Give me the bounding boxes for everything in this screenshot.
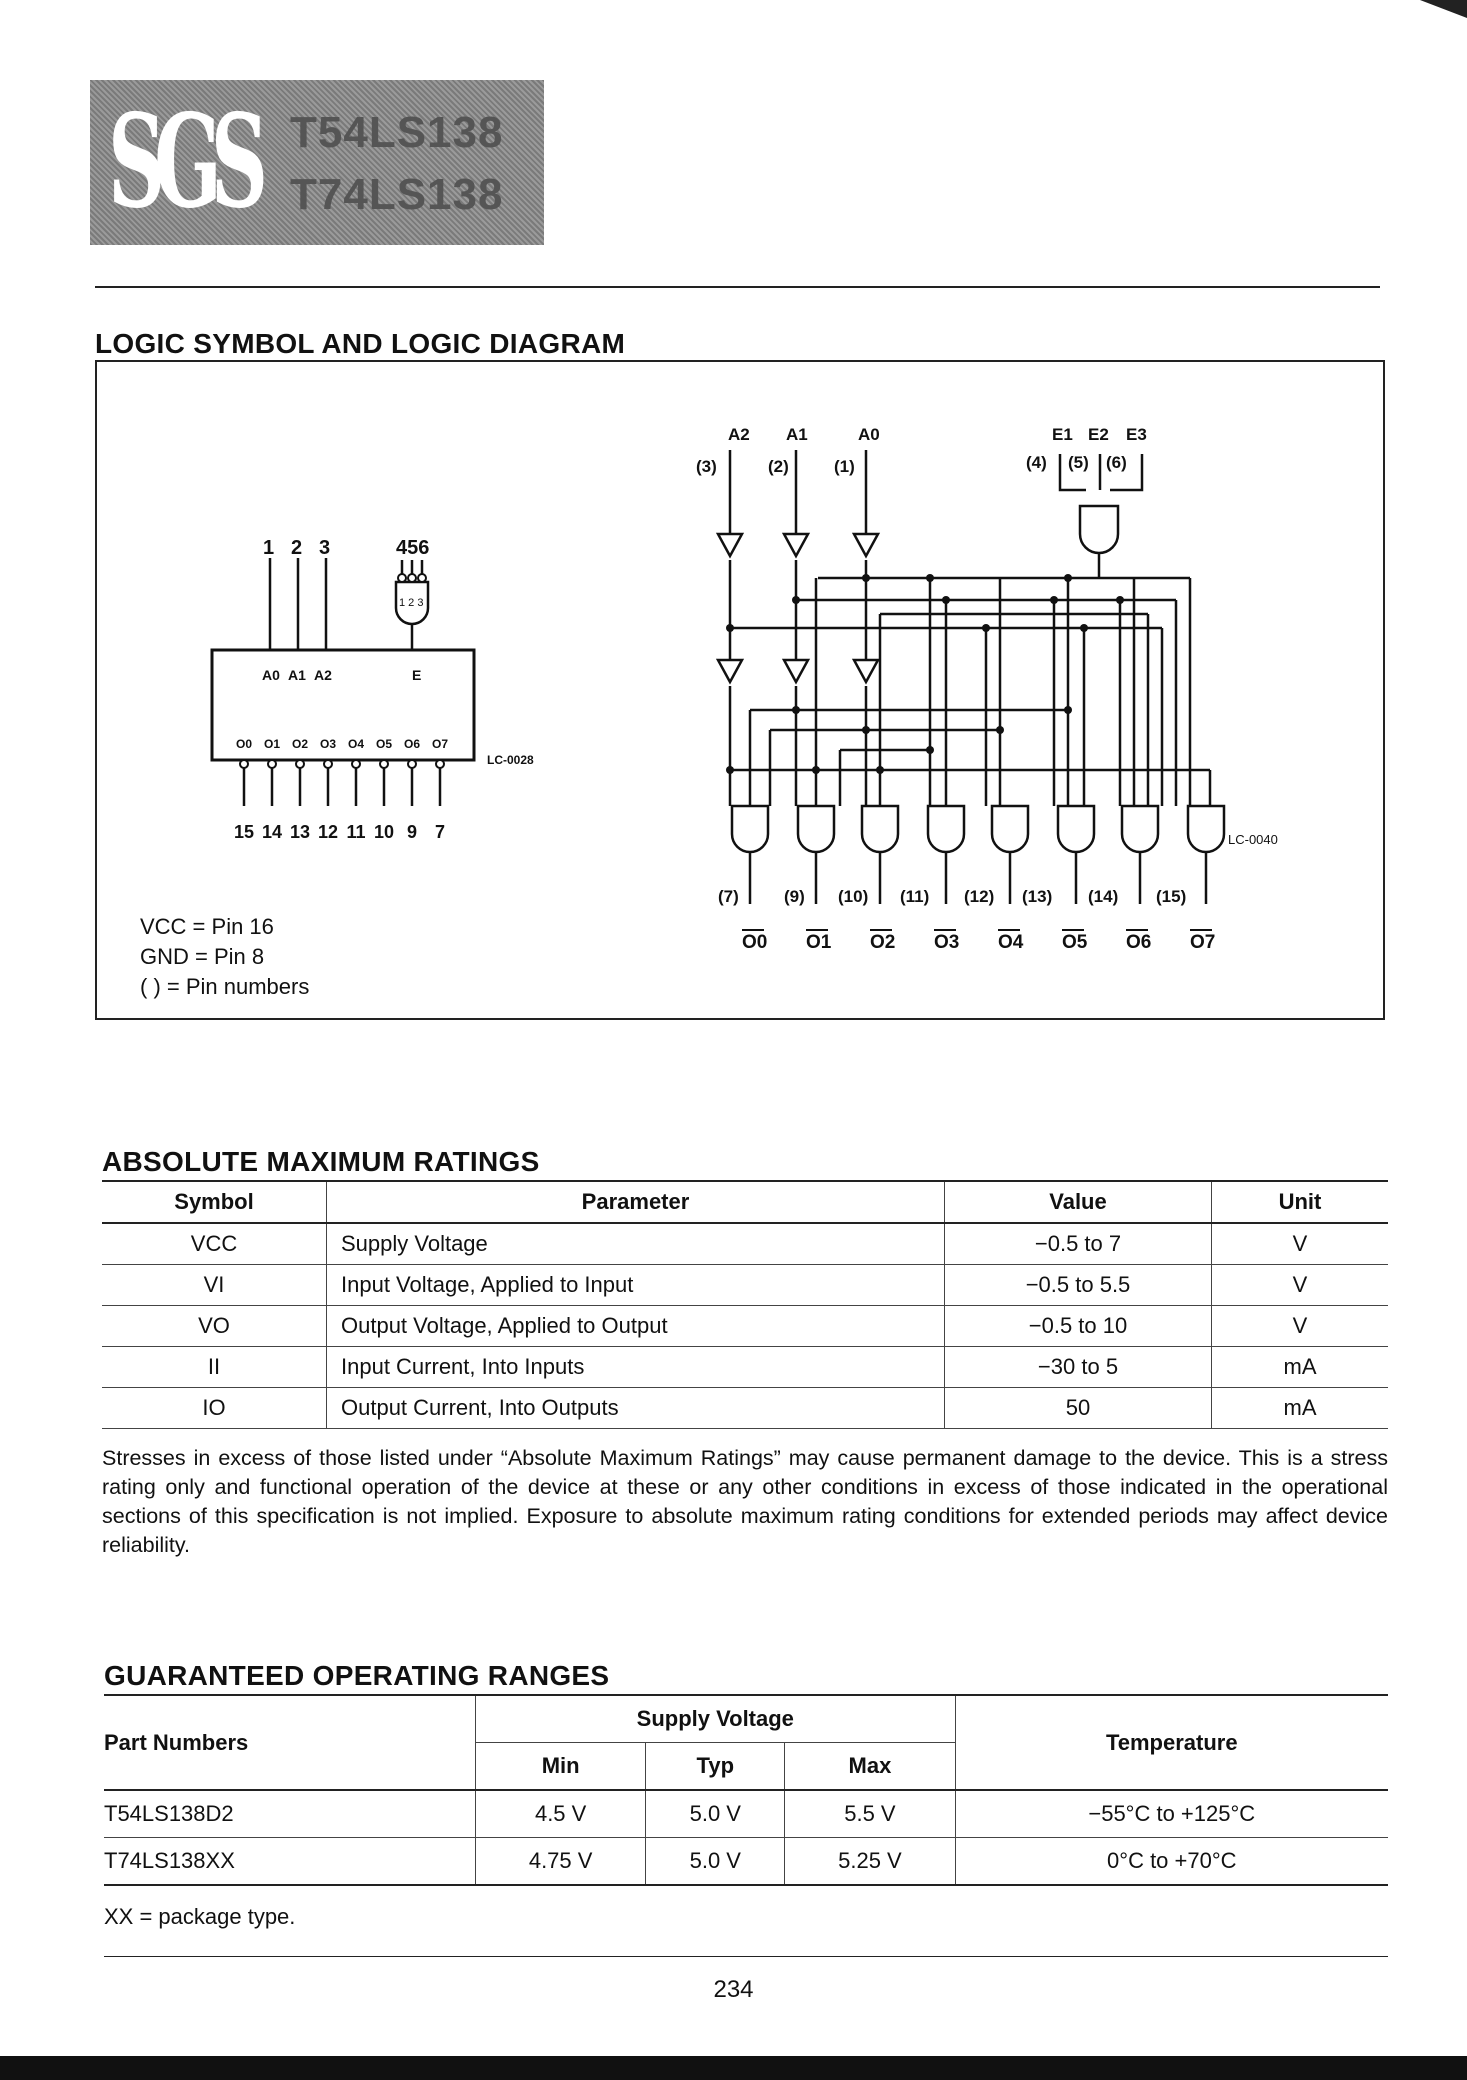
diag-a2-label: A2: [728, 425, 750, 444]
sym-opin-12: 12: [317, 822, 339, 842]
note-pins: ( ) = Pin numbers: [140, 974, 310, 999]
sym-out-o7: O7: [432, 737, 449, 751]
sym-opin-11: 11: [346, 822, 366, 842]
table-row: [104, 1790, 1388, 1838]
diag-out-pin-13: (13): [1022, 887, 1053, 906]
sym-opin-10: 10: [373, 822, 395, 842]
cell-temp: 0°C to +70°C: [1107, 1848, 1237, 1873]
title-line-1: T54LS138: [290, 108, 504, 157]
cell-symbol: VI: [102, 1265, 327, 1306]
cell-min: 4.5 V: [476, 1790, 646, 1838]
sym-enable-pins: 456: [396, 537, 430, 559]
cell-part: T54LS138D2: [104, 1801, 234, 1826]
diag-out-o4: O4: [998, 932, 1024, 953]
notes-block: [140, 912, 309, 1002]
col-max: Max: [785, 1743, 955, 1791]
diag-a1-pin: (2): [768, 457, 789, 476]
sym-pin-3: 3: [319, 537, 331, 559]
sym-in-a0: A0: [262, 667, 280, 683]
cell-symbol: VCC: [102, 1223, 327, 1265]
cell-value: −0.5 to 10: [945, 1306, 1212, 1347]
col-value: Value: [945, 1181, 1212, 1223]
cell-max: 5.5 V: [785, 1790, 955, 1838]
diag-out-pin-10: (10): [838, 887, 869, 906]
diag-e3-label: E3: [1126, 425, 1147, 444]
diag-e2-label: E2: [1088, 425, 1109, 444]
sym-opin-7: 7: [434, 822, 446, 842]
col-part-numbers: Part Numbers: [104, 1729, 249, 1755]
sym-out-o3: O3: [320, 737, 337, 751]
cell-value: 50: [945, 1388, 1212, 1429]
table-row: [102, 1347, 1388, 1388]
col-typ: Typ: [646, 1743, 785, 1791]
logic-symbol: [200, 520, 580, 850]
col-parameter: Parameter: [327, 1181, 945, 1223]
col-supply-voltage: Supply Voltage: [476, 1696, 956, 1743]
sym-pin-1: 1: [263, 537, 275, 559]
ratings-table: [102, 1180, 1388, 1429]
diag-e3-pin: (6): [1106, 453, 1127, 472]
diag-out-o1: O1: [806, 932, 832, 953]
sgs-logo: SGS: [108, 87, 257, 237]
diag-out-o5: O5: [1062, 932, 1088, 953]
diag-out-o7: O7: [1190, 932, 1216, 953]
bottom-edge-bar: [0, 2056, 1467, 2080]
sym-in-a2: A2: [314, 667, 332, 683]
col-min: Min: [476, 1743, 646, 1791]
cell-value: −30 to 5: [945, 1347, 1212, 1388]
col-symbol: Symbol: [102, 1181, 327, 1223]
ranges-table: [104, 1696, 1388, 1886]
note-gnd: GND = Pin 8: [140, 944, 265, 969]
logic-diagram: [690, 410, 1310, 970]
table-row: [104, 1838, 1388, 1886]
cell-parameter: Output Voltage, Applied to Output: [327, 1306, 945, 1347]
ranges-header-row-1: [104, 1696, 1388, 1743]
page-number: 234: [713, 1976, 754, 2003]
cell-parameter: Input Current, Into Inputs: [327, 1347, 945, 1388]
diag-out-o0: O0: [742, 932, 768, 953]
ranges-heading: GUARANTEED OPERATING RANGES: [104, 1660, 610, 1691]
diag-a0-pin: (1): [834, 457, 855, 476]
cell-min: 4.75 V: [476, 1838, 646, 1886]
cell-typ: 5.0 V: [646, 1838, 785, 1886]
diag-e2-pin: (5): [1068, 453, 1089, 472]
sym-code: LC-0028: [487, 753, 534, 767]
diag-out-pin-12: (12): [964, 887, 995, 906]
cell-parameter: Input Voltage, Applied to Input: [327, 1265, 945, 1306]
cell-typ: 5.0 V: [646, 1790, 785, 1838]
table-row: [102, 1306, 1388, 1347]
header-logo-block: [90, 80, 544, 245]
note-vcc: VCC = Pin 16: [140, 914, 274, 939]
col-temperature: Temperature: [1105, 1729, 1238, 1755]
sym-gate-label: 1 2 3: [399, 597, 424, 609]
cell-part: T74LS138XX: [104, 1848, 235, 1873]
diag-e1-label: E1: [1052, 425, 1073, 444]
diag-a2-pin: (3): [696, 457, 717, 476]
sym-in-a1: A1: [288, 667, 306, 683]
sym-out-o4: O4: [348, 737, 365, 751]
cell-max: 5.25 V: [785, 1838, 955, 1886]
sym-in-e: E: [412, 667, 422, 683]
ratings-note: Stresses in excess of those listed under “Absolute Maximum Ratings” may cause permanent damage to the device. This is a stress rating only and functional operation of the device at these or any other conditions in excess of those indicated in the operational sections of this specification is not implied. Exposure to absolute maximum rating conditions for extended periods may affect device reliability.: [102, 1446, 1388, 1557]
cell-temp: −55°C to +125°C: [1088, 1801, 1256, 1826]
logic-heading: LOGIC SYMBOL AND LOGIC DIAGRAM: [95, 328, 626, 359]
cell-symbol: II: [102, 1347, 327, 1388]
diag-out-o3: O3: [934, 932, 960, 953]
table-row: [102, 1265, 1388, 1306]
sym-opin-14: 14: [261, 822, 283, 842]
diag-out-pin-9: (9): [784, 887, 805, 906]
table-row: [102, 1388, 1388, 1429]
ranges-footnote: XX = package type.: [104, 1904, 296, 1929]
cell-unit: V: [1212, 1306, 1389, 1347]
sym-opin-15: 15: [233, 822, 255, 842]
sym-out-o5: O5: [376, 737, 393, 751]
sym-out-o0: O0: [236, 737, 253, 751]
cell-parameter: Output Current, Into Outputs: [327, 1388, 945, 1429]
diag-e1-pin: (4): [1026, 453, 1047, 472]
cell-unit: V: [1212, 1265, 1389, 1306]
sym-opin-13: 13: [289, 822, 311, 842]
cell-parameter: Supply Voltage: [327, 1223, 945, 1265]
diag-out-o2: O2: [870, 932, 896, 953]
diag-out-pin-11: (11): [900, 887, 930, 906]
cell-value: −0.5 to 5.5: [945, 1265, 1212, 1306]
col-unit: Unit: [1212, 1181, 1389, 1223]
cell-symbol: VO: [102, 1306, 327, 1347]
cell-unit: mA: [1212, 1388, 1389, 1429]
footer-rule: [104, 1956, 1388, 1957]
cell-value: −0.5 to 7: [945, 1223, 1212, 1265]
diag-out-pin-7: (7): [718, 887, 739, 906]
sym-pin-2: 2: [291, 537, 303, 559]
sym-out-o2: O2: [292, 737, 309, 751]
diag-code: LC-0040: [1228, 832, 1278, 847]
cell-symbol: IO: [102, 1388, 327, 1429]
title-line-2: T74LS138: [290, 170, 504, 219]
diag-out-pin-14: (14): [1088, 887, 1119, 906]
cell-unit: mA: [1212, 1347, 1389, 1388]
sym-out-o1: O1: [264, 737, 281, 751]
corner-arrow-icon: [1420, 0, 1467, 20]
ratings-header-row: [102, 1181, 1388, 1223]
cell-unit: V: [1212, 1223, 1389, 1265]
diag-a0-label: A0: [858, 425, 880, 444]
sym-opin-9: 9: [406, 822, 418, 842]
diag-a1-label: A1: [786, 425, 808, 444]
top-rule: [95, 286, 1380, 288]
diag-out-o6: O6: [1126, 932, 1152, 953]
ratings-heading: ABSOLUTE MAXIMUM RATINGS: [102, 1146, 540, 1177]
diag-out-pin-15: (15): [1156, 887, 1187, 906]
sym-out-o6: O6: [404, 737, 421, 751]
table-row: [102, 1223, 1388, 1265]
